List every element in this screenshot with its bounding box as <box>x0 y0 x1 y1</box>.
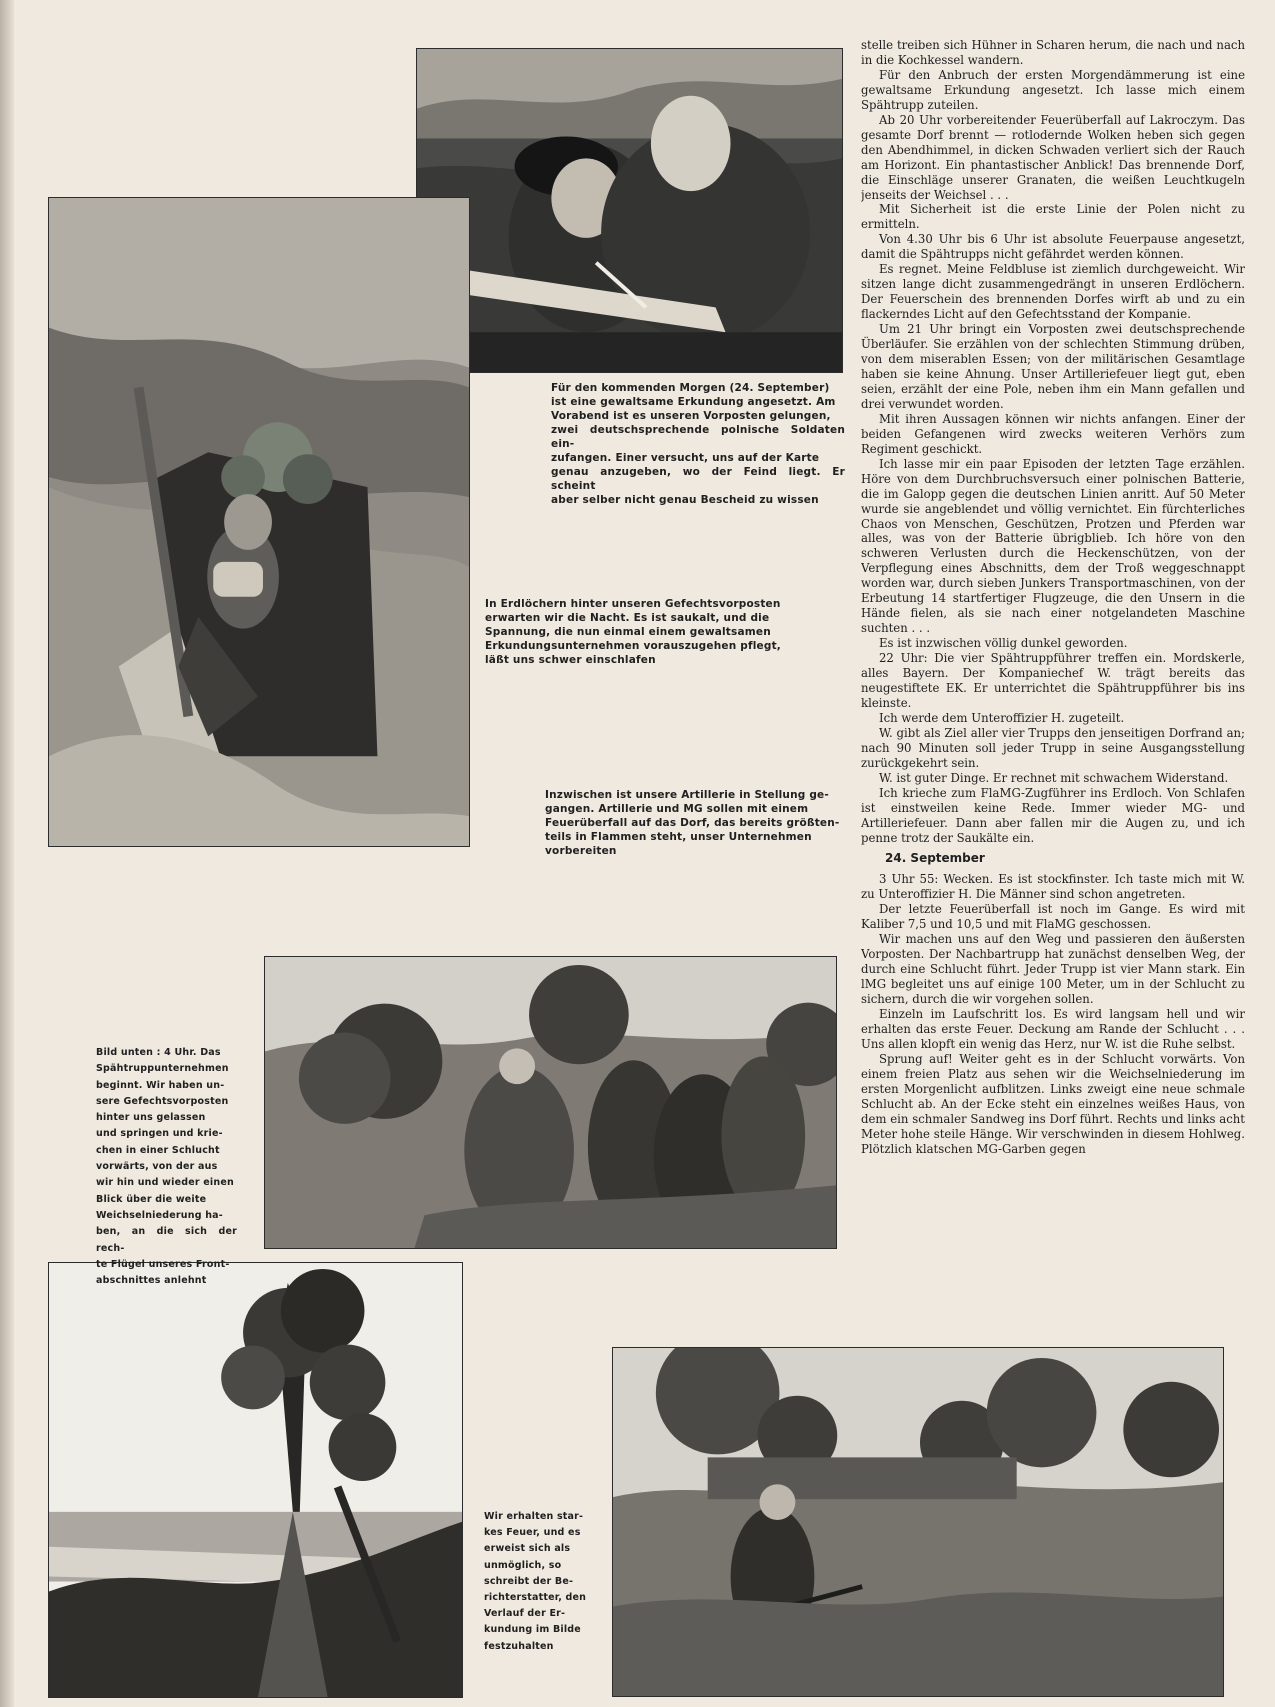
caption-below: Bild unten : 4 Uhr. Das Spähtruppunternehmen beginnt. Wir haben un- sere Gefechtsvorposten hinter uns gelassen und springen und krie- chen in einer Schlucht vorwärts, von der aus wir hin und wieder einen Blick über die weite Weichselniederung ha- ben, an die sich der rech- te Flügel unseres Front- abschnittes anlehnt <box>96 1047 237 1287</box>
article-paragraph: Von 4.30 Uhr bis 6 Uhr ist absolute Feuerpause angesetzt, damit die Spähtrupps nicht gefährdet werden können. <box>861 232 1245 262</box>
caption-artillery: Inzwischen ist unsere Artillerie in Stellung ge- gangen. Artillerie und MG sollen mit einem Feuerüberfall auf das Dorf, das bereits größten- teils in Flammen steht, unser Unternehmen vorbereiten <box>545 789 840 857</box>
photo-dugout <box>48 197 470 847</box>
article-paragraph: stelle treiben sich Hühner in Scharen herum, die nach und nach in die Kochkessel wandern. <box>861 38 1245 67</box>
caption-dugout: In Erdlöchern hinter unseren Gefechtsvorposten erwarten wir die Nacht. Es ist saukalt, und die Spannung, die nun einmal einem gewaltsamen Erkundungsunternehmen vorauszugehen pflegt, läßt uns schwer einschlafen <box>485 598 781 666</box>
photo-soldiers-map <box>416 48 843 373</box>
article-paragraph: 3 Uhr 55: Wecken. Es ist stockfinster. Ich taste mich mit W. zu Unteroffizier H. Die Männer sind schon angetreten. <box>861 872 1245 902</box>
article-paragraph: W. gibt als Ziel aller vier Trupps den jenseitigen Dorfrand an; nach 90 Minuten soll jeder Trupp in seine Ausgangsstellung zurückgekehrt sein. <box>861 725 1245 770</box>
article-paragraph: Es regnet. Meine Feldbluse ist ziemlich durchgeweicht. Wir sitzen lange dicht zusammengedrängt in unseren Erdlöchern. Der Feuerschein des brennenden Dorfes wirft ab und zu ein flackerndes Licht auf den Gefechtsstand der Kompanie. <box>861 262 1245 322</box>
photo-tree-river <box>48 1262 463 1698</box>
article-paragraph: Der letzte Feuerüberfall ist noch im Gange. Es wird mit Kaliber 7,5 und 10,5 und mit FlaMG geschossen. <box>861 902 1245 932</box>
article-paragraph: Ab 20 Uhr vorbereitender Feuerüberfall auf Lakroczym. Das gesamte Dorf brennt — rotlodernde Wolken heben sich gegen den Abendhimmel, in dicken Schwaden verliert sich der Rauch am Horizont. Ein phantastischer Anblick! Das brennende Dorf, die Einschläge unserer Granaten, die weißen Leuchtkugeln jenseits der Weichsel . . . <box>861 112 1245 202</box>
section-date-heading: 24. September <box>885 851 985 866</box>
caption-top: Für den kommenden Morgen (24. September) ist eine gewaltsame Erkundung angesetzt. Am Vorabend ist es unseren Vorposten gelungen, zwei deutschsprechende polnische Soldaten ein- zufangen. Einer versucht, uns auf der Karte genau anzugeben, wo der Feind liegt. Er scheint aber selber nicht genau Bescheid zu wissen <box>551 382 845 506</box>
article-paragraph: Sprung auf! Weiter geht es in der Schlucht vorwärts. Von einem freien Platz aus sehen wir die Weichselniederung im ersten Morgenlicht aufblitzen. Links zweigt eine neue schmale Schlucht ab. An der Ecke steht ein einzelnes weißes Haus, von dem ein schmaler Sandweg ins Dorf führt. Rechts und links acht Meter hohe steile Hänge. Wir verschwinden in diesem Hohlweg. Plötzlich klatschen MG-Garben gegen <box>861 1051 1245 1156</box>
article-paragraph: 22 Uhr: Die vier Spähtruppführer treffen ein. Mordskerle, alles Bayern. Der Kompaniechef W. trägt bereits das neugestiftete EK. Er unterrichtet die Spähtruppführer bis ins kleinste. <box>861 651 1245 710</box>
article-paragraph: Ich lasse mir ein paar Episoden der letzten Tage erzählen. Höre von dem Durchbruchsversuch einer polnischen Batterie, die im Galopp gegen die deutschen Linien anritt. Auf 50 Meter wurde sie angeblendet und völlig vernichtet. Ein fürchterliches Chaos von Menschen, Geschützen, Protzen und Pferden war alles, was von der Batterie übrigblieb. Ich höre von den schweren Verlusten durch die Heckenschützen, von der Verpflegung eines Abschnitts, dem der Troß weggeschnappt worden war, durch sieben Junkers Transportmaschinen, von der Erbeutung 14 startfertiger Flugzeuge, die den Unsern in die Hände fielen, als sie nach einer notgelandeten Maschine suchten . . . <box>861 456 1245 636</box>
article-paragraph: Mit ihren Aussagen können wir nichts anfangen. Einer der beiden Gefangenen wird zwecks weiteren Verhörs zum Regiment geschickt. <box>861 411 1245 456</box>
article-column <box>861 38 1245 1328</box>
article-paragraph: Um 21 Uhr bringt ein Vorposten zwei deutschsprechende Überläufer. Sie erzählen von der schlechten Stimmung drüben, von dem miserablen Essen; von der militärischen Gesamtlage haben sie keine Ahnung. Unser Artilleriefeuer liegt gut, eben seien, erzählt der eine Pole, neben ihm ein Mann gefallen und drei verwundet worden. <box>861 322 1245 411</box>
article-paragraph: Einzeln im Laufschritt los. Es wird langsam hell und wir erhalten das erste Feuer. Deckung am Rande der Schlucht . . . Uns allen klopft ein wenig das Herz, nur W. ist die Ruhe selbst. <box>861 1007 1245 1051</box>
photo-soldier-field <box>612 1347 1224 1697</box>
caption-bottom: Wir erhalten star- kes Feuer, und es erweist sich als unmöglich, so schreibt der Be- richterstatter, den Verlauf der Er- kundung im Bilde festzuhalten <box>484 1511 587 1652</box>
article-paragraph: Ich werde dem Unteroffizier H. zugeteilt. <box>879 710 1125 725</box>
article-paragraph: Ich krieche zum FlaMG-Zugführer ins Erdloch. Von Schlafen ist einstweilen keine Rede. Immer wieder MG- und Artilleriefeuer. Dann aber fallen mir die Augen zu, und ich penne trotz der Saukälte ein. <box>861 785 1245 845</box>
article-paragraph: W. ist guter Dinge. Er rechnet mit schwachem Widerstand. <box>879 770 1229 785</box>
photo-trench <box>264 956 837 1249</box>
article-paragraph: Mit Sicherheit ist die erste Linie der Polen nicht zu ermitteln. <box>861 202 1245 232</box>
article-paragraph: Wir machen uns auf den Weg und passieren den äußersten Vorposten. Der Nachbartrupp hat zunächst denselben Weg, der durch eine Schlucht führt. Jeder Trupp ist vier Mann stark. Ein lMG begleitet uns auf einige 100 Meter, um in der Schlucht zu sichern, durch die wir vorgehen sollen. <box>861 932 1245 1007</box>
article-paragraph: Es ist inzwischen völlig dunkel geworden. <box>879 636 1128 651</box>
article-paragraph: Für den Anbruch der ersten Morgendämmerung ist eine gewaltsame Erkundung angesetzt. Ich lasse mich einem Spähtrupp zuteilen. <box>861 67 1245 112</box>
page-edge <box>0 0 14 1707</box>
